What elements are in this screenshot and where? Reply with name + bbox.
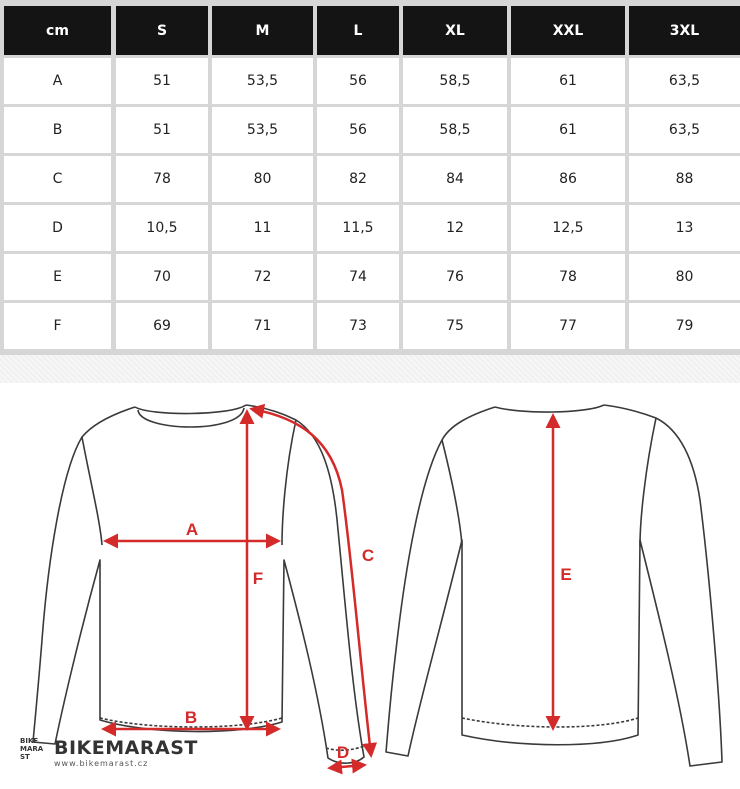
svg-text:C: C	[361, 546, 375, 565]
table-cell: 70	[116, 254, 208, 300]
measure-e	[553, 416, 572, 728]
svg-text:E: E	[560, 565, 572, 584]
watermark	[20, 737, 198, 771]
table-cell: 11	[212, 205, 313, 251]
table-cell: 73	[317, 303, 399, 349]
table-cell: 56	[317, 107, 399, 153]
table-cell: 12	[403, 205, 507, 251]
brand-name: BIKEMARAST	[54, 737, 198, 759]
brand-logo: BIKE MARA ST	[20, 737, 44, 761]
table-cell: 58,5	[403, 107, 507, 153]
table-cell: 88	[629, 156, 740, 202]
header-size-4: XL	[403, 6, 507, 55]
table-cell: 51	[116, 58, 208, 104]
table-cell: 78	[511, 254, 625, 300]
table-cell: 12,5	[511, 205, 625, 251]
table-cell: 53,5	[212, 58, 313, 104]
measure-b	[104, 708, 278, 729]
table-cell: 71	[212, 303, 313, 349]
table-cell: 80	[212, 156, 313, 202]
row-label: E	[4, 254, 111, 300]
header-size-2: M	[212, 6, 313, 55]
row-label: A	[4, 58, 111, 104]
svg-text:F: F	[252, 569, 264, 588]
table-cell: 58,5	[403, 58, 507, 104]
garment-diagram	[0, 383, 740, 789]
table-cell: 61	[511, 58, 625, 104]
front-shirt-outline	[33, 405, 364, 763]
header-size-3: L	[317, 6, 399, 55]
row-label: F	[4, 303, 111, 349]
measure-f	[247, 412, 263, 728]
table-cell: 10,5	[116, 205, 208, 251]
separator	[0, 355, 740, 383]
row-label: B	[4, 107, 111, 153]
table-cell: 79	[629, 303, 740, 349]
table-cell: 13	[629, 205, 740, 251]
table-cell: 86	[511, 156, 625, 202]
table-cell: 80	[629, 254, 740, 300]
table-cell: 56	[317, 58, 399, 104]
svg-text:D: D	[336, 743, 350, 762]
svg-text:A: A	[185, 520, 199, 539]
header-unit: cm	[4, 6, 111, 55]
table-cell: 53,5	[212, 107, 313, 153]
table-cell: 63,5	[629, 107, 740, 153]
header-size-5: XXL	[511, 6, 625, 55]
measure-a	[106, 520, 278, 541]
table-cell: 51	[116, 107, 208, 153]
table-cell: 75	[403, 303, 507, 349]
header-size-1: S	[116, 6, 208, 55]
table-cell: 77	[511, 303, 625, 349]
table-cell: 72	[212, 254, 313, 300]
table-cell: 61	[511, 107, 625, 153]
table-cell: 74	[317, 254, 399, 300]
table-cell: 78	[116, 156, 208, 202]
row-label: C	[4, 156, 111, 202]
table-cell: 84	[403, 156, 507, 202]
table-cell: 63,5	[629, 58, 740, 104]
table-cell: 11,5	[317, 205, 399, 251]
row-label: D	[4, 205, 111, 251]
header-size-6: 3XL	[629, 6, 740, 55]
size-chart-table	[0, 0, 740, 355]
measure-d	[330, 743, 364, 768]
svg-text:B: B	[184, 708, 198, 727]
table-cell: 69	[116, 303, 208, 349]
brand-url: www.bikemarast.cz	[54, 759, 149, 768]
table-cell: 82	[317, 156, 399, 202]
table-cell: 76	[403, 254, 507, 300]
